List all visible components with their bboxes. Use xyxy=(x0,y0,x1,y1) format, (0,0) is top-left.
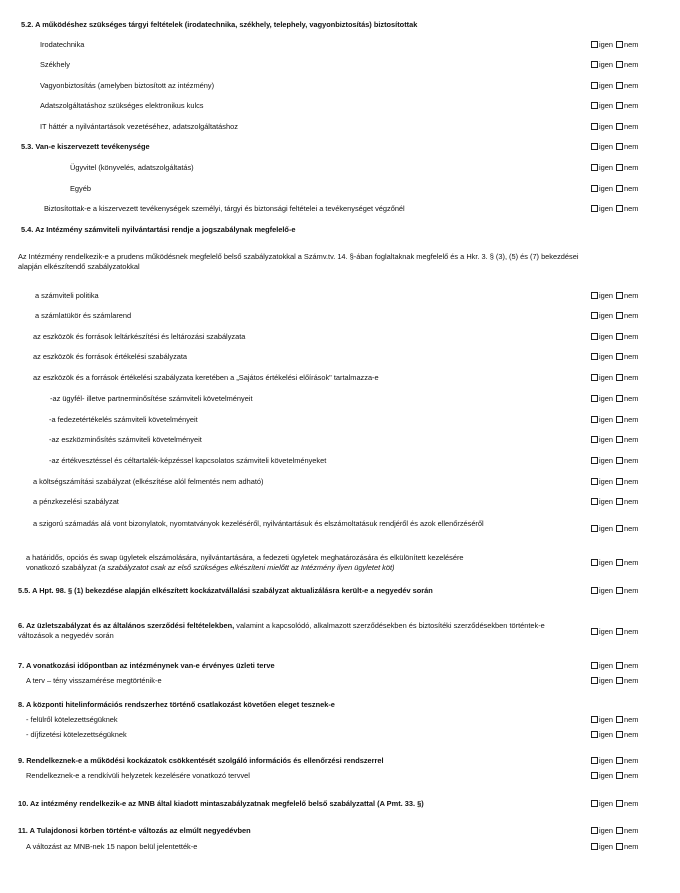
yes-no-choice: igen nem xyxy=(591,826,638,836)
question-text: a számlatükör és számlarend xyxy=(35,311,132,320)
yes-no-choice: igen nem xyxy=(591,332,638,342)
nem-checkbox[interactable] xyxy=(616,757,623,764)
igen-checkbox[interactable] xyxy=(591,843,598,850)
igen-checkbox[interactable] xyxy=(591,123,598,130)
igen-checkbox[interactable] xyxy=(591,333,598,340)
section-heading: 10. Az intézmény rendelkezik-e az MNB által kiadott mintaszabályzatnak megfelelő belső szabályzattal (A Pmt. 33. §) xyxy=(18,799,424,808)
nem-checkbox[interactable] xyxy=(616,525,623,532)
question-text: Az Intézmény rendelkezik-e a prudens működésnek megfelelő belső szabályzatokkal a Számv.tv. 14. §-ában foglaltaknak megfelelő és a Hkr. 3. § (3), (5) és (7) bekezdései alapján elkészítendő szabályzatokkal xyxy=(18,252,579,271)
igen-checkbox[interactable] xyxy=(591,205,598,212)
igen-checkbox[interactable] xyxy=(591,498,598,505)
nem-checkbox[interactable] xyxy=(616,292,623,299)
section-heading: 8. A központi hitelinformációs rendszerhez történő csatlakozást követően eleget tesznek-e xyxy=(18,700,335,709)
igen-checkbox[interactable] xyxy=(591,478,598,485)
yes-no-choice: igen nem xyxy=(591,586,638,596)
igen-checkbox[interactable] xyxy=(591,628,598,635)
igen-checkbox[interactable] xyxy=(591,436,598,443)
nem-checkbox[interactable] xyxy=(616,628,623,635)
nem-checkbox[interactable] xyxy=(616,478,623,485)
section-heading: 9. Rendelkeznek-e a működési kockázatok csökkentését szolgáló információs és ellenőrzési rendszerrel xyxy=(18,756,384,765)
yes-no-choice: igen nem xyxy=(591,842,638,852)
igen-checkbox[interactable] xyxy=(591,525,598,532)
question-text: a számviteli politika xyxy=(35,291,99,300)
yes-no-choice: igen nem xyxy=(591,40,638,50)
igen-checkbox[interactable] xyxy=(591,61,598,68)
yes-no-choice: igen nem xyxy=(591,373,638,383)
question-text: a költségszámítási szabályzat (elkészítése alól felmentés nem adható) xyxy=(33,477,264,486)
nem-checkbox[interactable] xyxy=(616,587,623,594)
nem-checkbox[interactable] xyxy=(616,800,623,807)
nem-checkbox[interactable] xyxy=(616,333,623,340)
question-text: A változást az MNB-nek 15 napon belül jelentették-e xyxy=(26,842,198,851)
igen-checkbox[interactable] xyxy=(591,757,598,764)
igen-checkbox[interactable] xyxy=(591,731,598,738)
nem-checkbox[interactable] xyxy=(616,185,623,192)
nem-checkbox[interactable] xyxy=(616,374,623,381)
question-text: az eszközök és források leltárkészítési és leltározási szabályzata xyxy=(33,332,246,341)
igen-checkbox[interactable] xyxy=(591,827,598,834)
yes-no-choice: igen nem xyxy=(591,477,638,487)
question-text: Székhely xyxy=(40,60,70,69)
igen-checkbox[interactable] xyxy=(591,716,598,723)
nem-checkbox[interactable] xyxy=(616,164,623,171)
yes-no-choice: igen nem xyxy=(591,435,638,445)
nem-checkbox[interactable] xyxy=(616,436,623,443)
nem-checkbox[interactable] xyxy=(616,205,623,212)
nem-checkbox[interactable] xyxy=(616,498,623,505)
yes-no-choice: igen nem xyxy=(591,81,638,91)
section-heading: 5.2. A működéshez szükséges tárgyi feltételek (irodatechnika, székhely, telephely, vagyonbiztosítás) biztosítottak xyxy=(21,20,418,29)
igen-checkbox[interactable] xyxy=(591,662,598,669)
igen-checkbox[interactable] xyxy=(591,587,598,594)
yes-no-choice: igen nem xyxy=(591,163,638,173)
question-text: - díjfizetési kötelezettségüknek xyxy=(26,730,127,739)
igen-checkbox[interactable] xyxy=(591,102,598,109)
igen-checkbox[interactable] xyxy=(591,395,598,402)
igen-checkbox[interactable] xyxy=(591,457,598,464)
yes-no-choice: igen nem xyxy=(591,524,638,534)
igen-checkbox[interactable] xyxy=(591,800,598,807)
question-text: Irodatechnika xyxy=(40,40,85,49)
section-heading: 5.5. A Hpt. 98. § (1) bekezdése alapján elkészített kockázatvállalási szabályzat aktualizálásra került-e a negyedév során xyxy=(18,586,433,595)
yes-no-choice: igen nem xyxy=(591,291,638,301)
question-text: Rendelkeznek-e a rendkívüli helyzetek kezelésére vonatkozó tervvel xyxy=(26,771,250,780)
yes-no-choice: igen nem xyxy=(591,730,638,740)
section-heading: 7. A vonatkozási időpontban az intézménynek van-e érvényes üzleti terve xyxy=(18,661,275,670)
yes-no-choice: igen nem xyxy=(591,715,638,725)
question-text: Egyéb xyxy=(70,184,91,193)
igen-checkbox[interactable] xyxy=(591,312,598,319)
yes-no-choice: igen nem xyxy=(591,415,638,425)
question-text: Adatszolgáltatáshoz szükséges elektronikus kulcs xyxy=(40,101,204,110)
question-text: a határidős, opciós és swap ügyletek elszámolására, nyilvántartására, a fedezeti ügyletek meghatározására és elkülönített kezelésére vonatkozó szabályzat (a szabályzatot csak az első szükséges elkészíteni mielőtt az Intézmény ilyen ügyletet köt) xyxy=(26,553,464,572)
yes-no-choice: igen nem xyxy=(591,142,638,152)
nem-checkbox[interactable] xyxy=(616,41,623,48)
section-heading: 5.4. Az Intézmény számviteli nyilvántartási rendje a jogszabálynak megfelelő-e xyxy=(21,225,296,234)
igen-checkbox[interactable] xyxy=(591,185,598,192)
igen-checkbox[interactable] xyxy=(591,353,598,360)
nem-checkbox[interactable] xyxy=(616,143,623,150)
question-text: Vagyonbiztosítás (amelyben biztosított az intézmény) xyxy=(40,81,215,90)
nem-checkbox[interactable] xyxy=(616,772,623,779)
question-text: a pénzkezelési szabályzat xyxy=(33,497,119,506)
igen-checkbox[interactable] xyxy=(591,164,598,171)
nem-checkbox[interactable] xyxy=(616,827,623,834)
question-text: -az ügyfél- illetve partnerminősítése számviteli követelményeit xyxy=(50,394,253,403)
yes-no-choice: igen nem xyxy=(591,122,638,132)
question-text: Ügyvitel (könyvelés, adatszolgáltatás) xyxy=(70,163,194,172)
question-text: -a fedezetértékelés számviteli követelményeit xyxy=(49,415,198,424)
yes-no-choice: igen nem xyxy=(591,394,638,404)
nem-checkbox[interactable] xyxy=(616,312,623,319)
nem-checkbox[interactable] xyxy=(616,82,623,89)
yes-no-choice: igen nem xyxy=(591,558,638,568)
igen-checkbox[interactable] xyxy=(591,82,598,89)
section-heading: 11. A Tulajdonosi körben történt-e változás az elmúlt negyedévben xyxy=(18,826,251,835)
igen-checkbox[interactable] xyxy=(591,677,598,684)
nem-checkbox[interactable] xyxy=(616,677,623,684)
igen-checkbox[interactable] xyxy=(591,41,598,48)
section-heading: 5.3. Van-e kiszervezett tevékenysége xyxy=(21,142,150,151)
question-text: -az értékvesztéssel és céltartalék-képzéssel kapcsolatos számviteli követelményeket xyxy=(49,456,327,465)
igen-checkbox[interactable] xyxy=(591,559,598,566)
yes-no-choice: igen nem xyxy=(591,661,638,671)
question-text: az eszközök és a források értékelési szabályzata keretében a „Sajátos értékelési előírások" tartalmazza-e xyxy=(33,373,379,382)
yes-no-choice: igen nem xyxy=(591,771,638,781)
nem-checkbox[interactable] xyxy=(616,353,623,360)
nem-checkbox[interactable] xyxy=(616,416,623,423)
question-text: Biztosítottak-e a kiszervezett tevékenységek személyi, tárgyi és biztonsági feltételei a tevékenységet végzőnél xyxy=(44,204,405,213)
question-text: a szigorú számadás alá vont bizonylatok, nyomtatványok kezeléséről, nyilvántartásuk és elszámoltatásuk rendjéről és azok ellenőrzéséről xyxy=(33,519,484,528)
yes-no-choice: igen nem xyxy=(591,627,638,637)
igen-checkbox[interactable] xyxy=(591,143,598,150)
question-text: A terv – tény visszamérése megtörténik-e xyxy=(26,676,162,685)
nem-checkbox[interactable] xyxy=(616,61,623,68)
yes-no-choice: igen nem xyxy=(591,676,638,686)
nem-checkbox[interactable] xyxy=(616,123,623,130)
nem-checkbox[interactable] xyxy=(616,662,623,669)
yes-no-choice: igen nem xyxy=(591,60,638,70)
nem-checkbox[interactable] xyxy=(616,102,623,109)
yes-no-choice: igen nem xyxy=(591,497,638,507)
nem-checkbox[interactable] xyxy=(616,843,623,850)
igen-checkbox[interactable] xyxy=(591,772,598,779)
nem-checkbox[interactable] xyxy=(616,731,623,738)
question-text: az eszközök és források értékelési szabályzata xyxy=(33,352,188,361)
yes-no-choice: igen nem xyxy=(591,204,638,214)
section-heading: 6. Az üzletszabályzat és az általános szerződési feltételekben, valamint a kapcsolódó, alkalmazott szerződésekben és biztosítéki szerződésekben történtek-e változások a negyedév során xyxy=(18,621,545,640)
yes-no-choice: igen nem xyxy=(591,352,638,362)
yes-no-choice: igen nem xyxy=(591,756,638,766)
nem-checkbox[interactable] xyxy=(616,395,623,402)
yes-no-choice: igen nem xyxy=(591,101,638,111)
nem-checkbox[interactable] xyxy=(616,559,623,566)
yes-no-choice: igen nem xyxy=(591,799,638,809)
nem-checkbox[interactable] xyxy=(616,716,623,723)
igen-checkbox[interactable] xyxy=(591,374,598,381)
igen-checkbox[interactable] xyxy=(591,416,598,423)
yes-no-choice: igen nem xyxy=(591,311,638,321)
igen-checkbox[interactable] xyxy=(591,292,598,299)
yes-no-choice: igen nem xyxy=(591,456,638,466)
yes-no-choice: igen nem xyxy=(591,184,638,194)
nem-checkbox[interactable] xyxy=(616,457,623,464)
question-text: - felülről kötelezettségüknek xyxy=(26,715,118,724)
question-text: IT háttér a nyilvántartások vezetéséhez, adatszolgáltatáshoz xyxy=(40,122,238,131)
question-text: -az eszközminősítés számviteli követelményeit xyxy=(49,435,202,444)
